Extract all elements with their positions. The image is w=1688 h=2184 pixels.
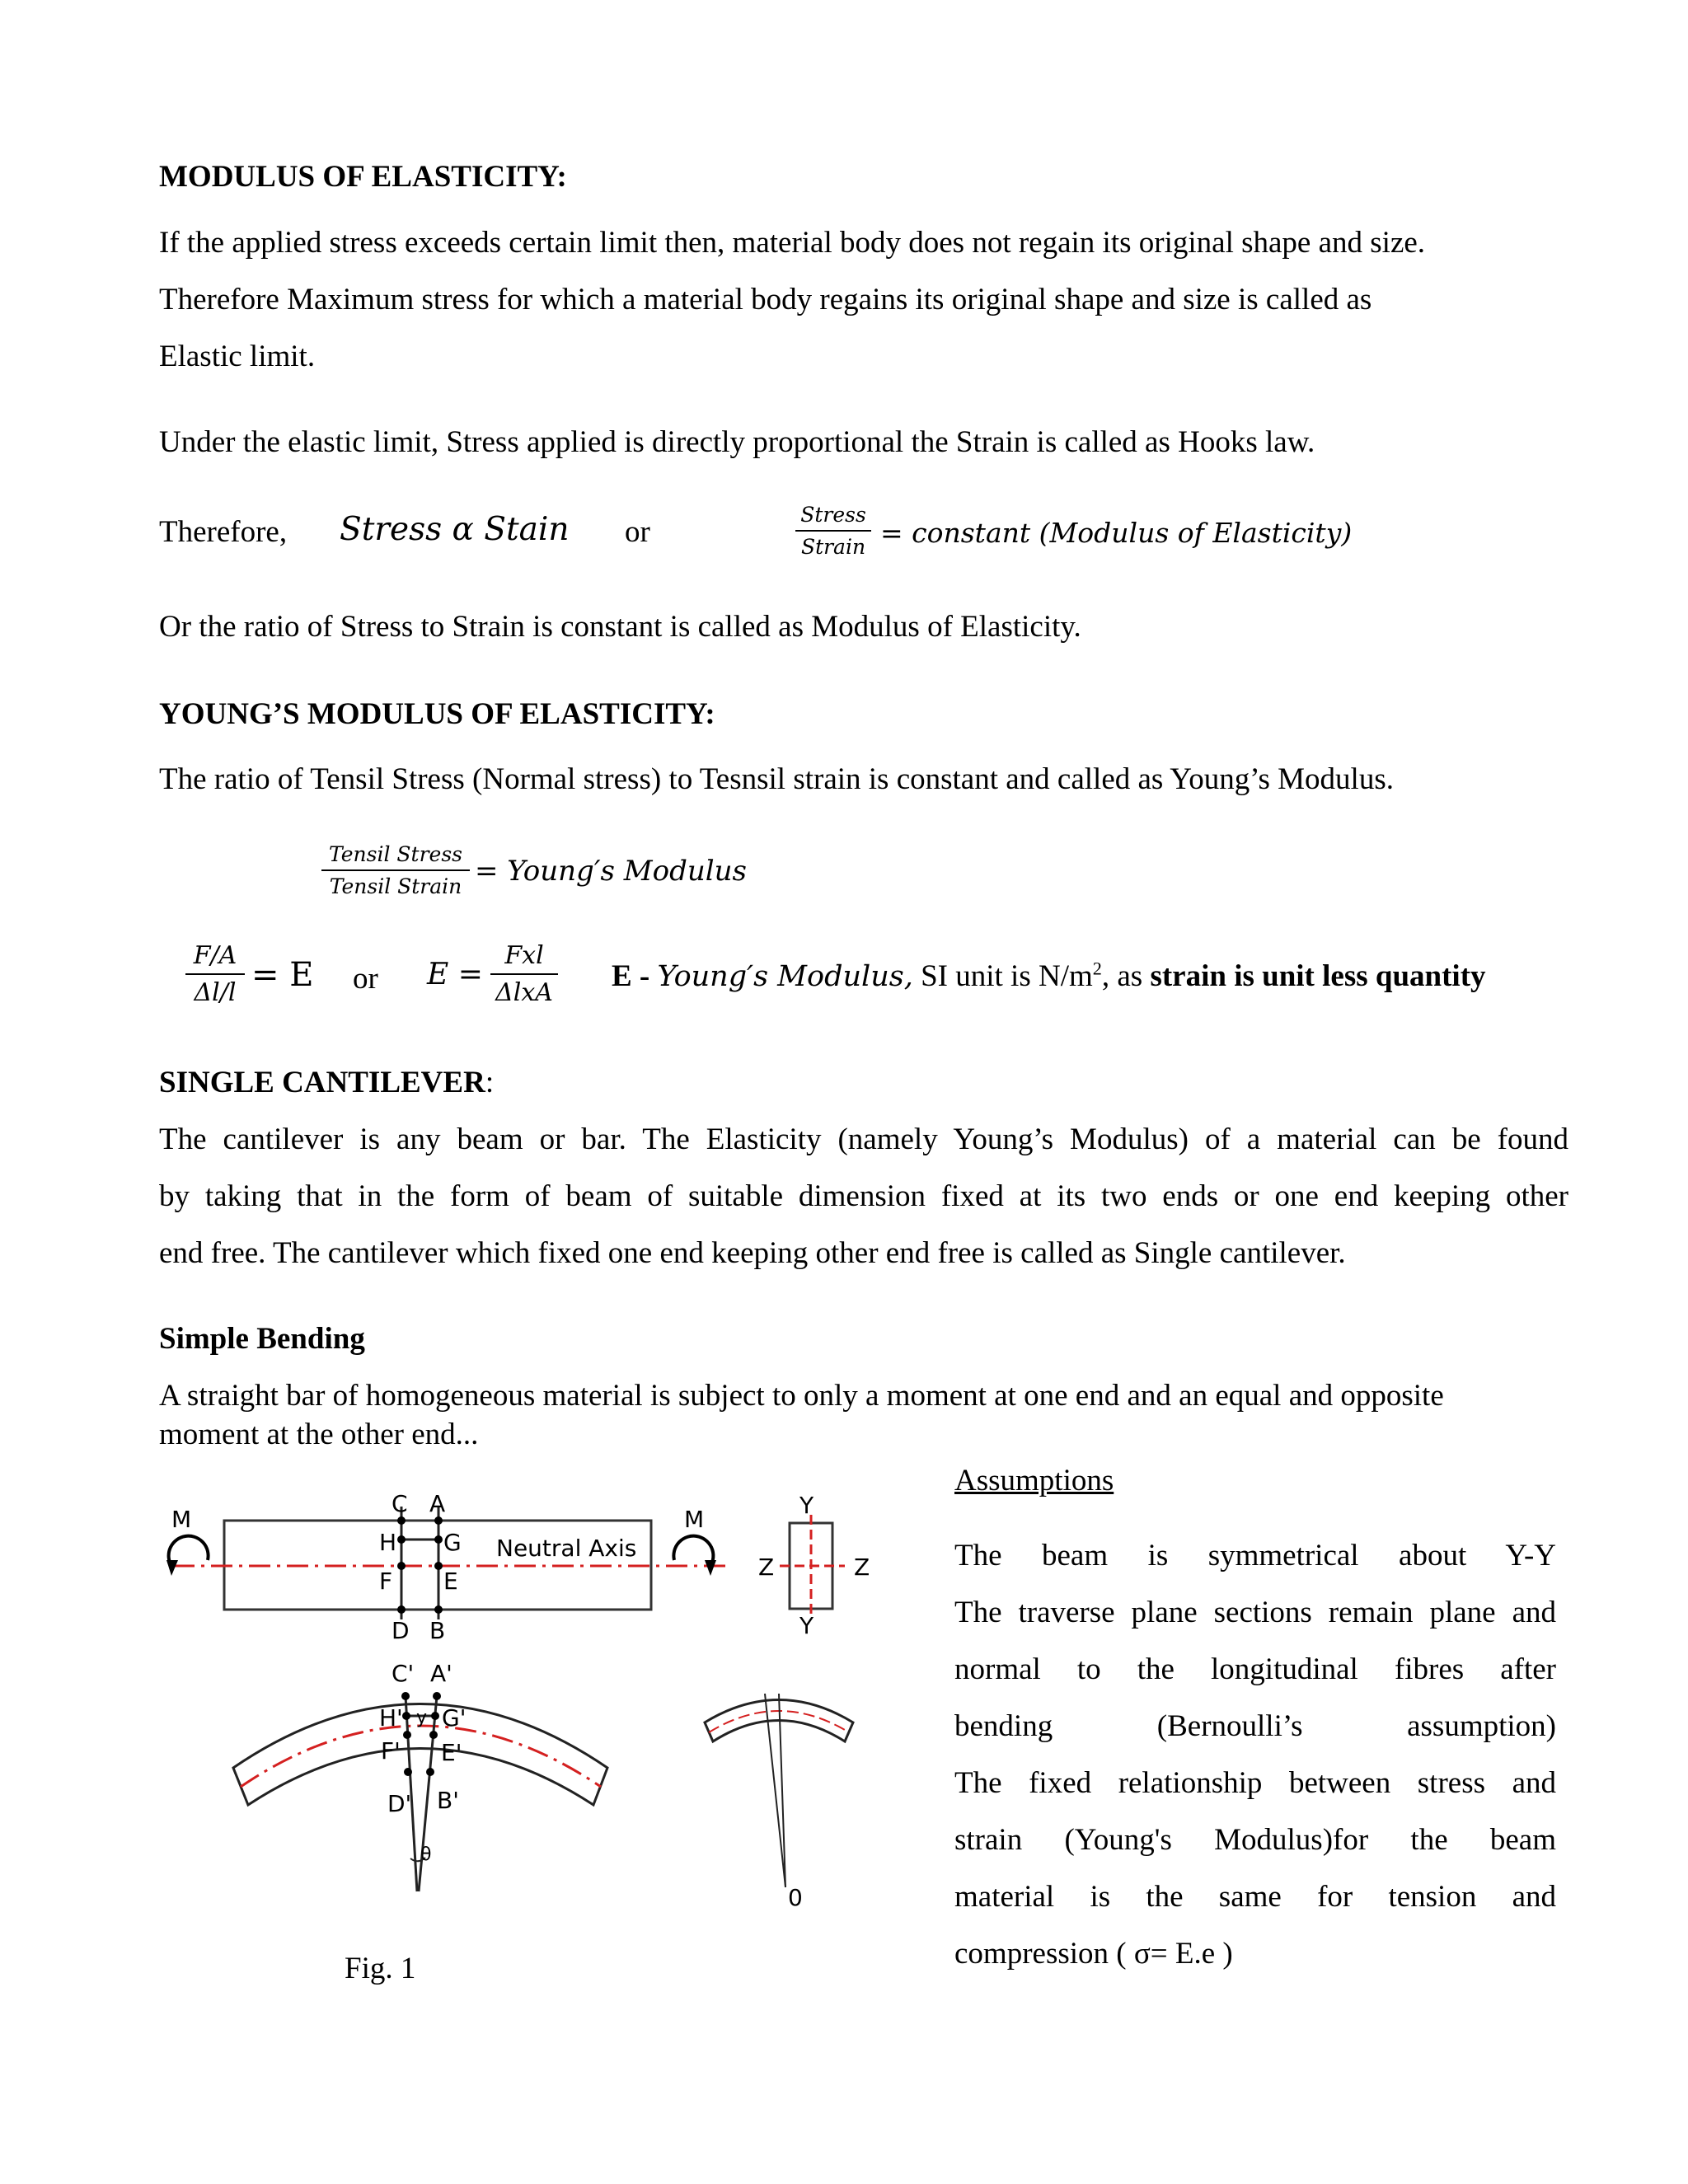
- label-z-left: Z: [758, 1554, 775, 1581]
- assumption-line6: strain (Young's Modulus)for the beam: [954, 1823, 1556, 1857]
- fa-denominator: Δl/l: [194, 978, 237, 1007]
- label-f-prime: F': [381, 1737, 401, 1765]
- assumption-line4: bending (Bernoulli’s assumption): [954, 1709, 1556, 1743]
- assumptions-title: Assumptions: [954, 1464, 1114, 1497]
- or-text-2: or: [353, 962, 378, 996]
- label-b-prime: B': [437, 1787, 459, 1814]
- modulus-para3: Or the ratio of Stress to Strain is constant is called as Modulus of Elasticity.: [159, 610, 1081, 644]
- heading-simple-bending: Simple Bending: [159, 1322, 365, 1356]
- point-b: [434, 1605, 443, 1614]
- label-y-small: y: [416, 1708, 428, 1728]
- cantilever-colon: :: [485, 1066, 495, 1099]
- def-youngs-math: Young′s Modulus,: [657, 960, 913, 993]
- point-a: [434, 1516, 443, 1525]
- label-g: G: [443, 1529, 462, 1556]
- label-y-top: Y: [799, 1492, 814, 1519]
- point-e: [434, 1562, 443, 1570]
- def-si-unit: SI unit is N/m: [921, 959, 1093, 993]
- def-unit-sup: 2: [1092, 958, 1102, 979]
- cantilever-heading-text: SINGLE CANTILEVER: [159, 1066, 485, 1099]
- e-equals: E =: [427, 958, 483, 991]
- fxl-numerator: Fxl: [504, 941, 544, 970]
- def-e-bold: E -: [612, 959, 650, 993]
- label-g-prime: G': [442, 1704, 467, 1732]
- point-g: [434, 1535, 443, 1544]
- modulus-para1-line3: Elastic limit.: [159, 340, 316, 373]
- tensil-numerator: Tensil Stress: [329, 842, 462, 866]
- def-unitless-bold: strain is unit less quantity: [1150, 959, 1486, 993]
- point-d-prime: [404, 1768, 412, 1776]
- fa-numerator: F/A: [193, 941, 237, 970]
- proportion-formula: Stress α Stain: [340, 511, 570, 548]
- heading-modulus: MODULUS OF ELASTICITY:: [159, 160, 567, 194]
- equals-e: = E: [251, 956, 314, 994]
- point-c-prime: [401, 1692, 410, 1700]
- point-e-prime: [429, 1731, 438, 1739]
- point-f-prime: [403, 1731, 411, 1739]
- assumption-line5: The fixed relationship between stress and: [954, 1766, 1556, 1800]
- point-c: [397, 1516, 406, 1525]
- heading-youngs: YOUNG’S MODULUS OF ELASTICITY:: [159, 697, 715, 731]
- label-e-prime: E': [441, 1739, 462, 1766]
- assumption-line1: The beam is symmetrical about Y-Y: [954, 1539, 1556, 1572]
- cantilever-line2: by taking that in the form of beam of suitable dimension fixed at its two ends or one end keeping other: [159, 1179, 1568, 1213]
- label-a-prime: A': [430, 1660, 452, 1687]
- point-f: [397, 1562, 406, 1570]
- label-f: F: [379, 1568, 393, 1595]
- therefore-label: Therefore,: [159, 515, 288, 549]
- label-z-right: Z: [854, 1554, 870, 1581]
- label-o: 0: [788, 1884, 803, 1911]
- point-h-prime: [402, 1712, 410, 1720]
- point-a-prime: [433, 1692, 441, 1700]
- moment-arrowhead-right: [705, 1560, 716, 1576]
- fraction-numerator: Stress: [800, 503, 866, 527]
- point-b-prime: [426, 1768, 434, 1776]
- assumption-line2: The traverse plane sections remain plane and: [954, 1596, 1556, 1629]
- bending-line1: A straight bar of homogeneous material is subject to only a moment at one end and an equal and opposite: [159, 1379, 1444, 1413]
- label-m-right: M: [684, 1506, 705, 1533]
- point-d: [397, 1605, 406, 1614]
- cantilever-line3: end free. The cantilever which fixed one end keeping other end free is called as Single cantilever.: [159, 1236, 1346, 1270]
- point-h: [397, 1535, 406, 1544]
- moment-arrowhead-left: [166, 1560, 178, 1576]
- fxl-denominator: ΔlxA: [495, 978, 553, 1007]
- constant-formula: = constant (Modulus of Elasticity): [880, 517, 1353, 549]
- label-y-bottom: Y: [799, 1612, 814, 1639]
- youngs-modulus-rhs: = Young′s Modulus: [475, 855, 747, 888]
- label-d: D: [392, 1617, 410, 1644]
- tensil-denominator: Tensil Strain: [329, 874, 462, 898]
- label-h-prime: H': [379, 1704, 403, 1732]
- label-m-left: M: [171, 1506, 192, 1533]
- label-a: A: [429, 1490, 446, 1517]
- or-text-1: or: [625, 515, 650, 549]
- label-c: C: [392, 1490, 408, 1517]
- label-c-prime: C': [392, 1660, 415, 1687]
- youngs-para: The ratio of Tensil Stress (Normal stress) to Tesnsil strain is constant and called as Young’s Modulus.: [159, 762, 1394, 796]
- fraction-denominator: Strain: [800, 535, 866, 559]
- assumption-line7: material is the same for tension and: [954, 1880, 1556, 1914]
- label-theta: θ: [420, 1844, 432, 1865]
- cantilever-line1: The cantilever is any beam or bar. The Elasticity (namely Young’s Modulus) of a material can be found: [159, 1122, 1568, 1156]
- label-b: B: [429, 1617, 446, 1644]
- modulus-para2: Under the elastic limit, Stress applied is directly proportional the Strain is called as Hooks law.: [159, 425, 1315, 459]
- label-neutral-axis: Neutral Axis: [496, 1535, 637, 1562]
- label-h: H: [379, 1529, 397, 1556]
- modulus-para1-line1: If the applied stress exceeds certain limit then, material body does not regain its original shape and size.: [159, 226, 1426, 260]
- label-d-prime: D': [387, 1790, 412, 1817]
- modulus-para1-line2: Therefore Maximum stress for which a material body regains its original shape and size is called as: [159, 283, 1372, 316]
- bending-line2: moment at the other end...: [159, 1418, 479, 1451]
- point-g-prime: [431, 1712, 439, 1720]
- def-as: , as: [1101, 959, 1143, 993]
- assumption-line3: normal to the longitudinal fibres after: [954, 1652, 1556, 1686]
- figure-caption: Fig. 1: [345, 1952, 416, 1985]
- assumption-line8: compression ( σ= E.e ): [954, 1937, 1233, 1971]
- label-e: E: [443, 1568, 458, 1595]
